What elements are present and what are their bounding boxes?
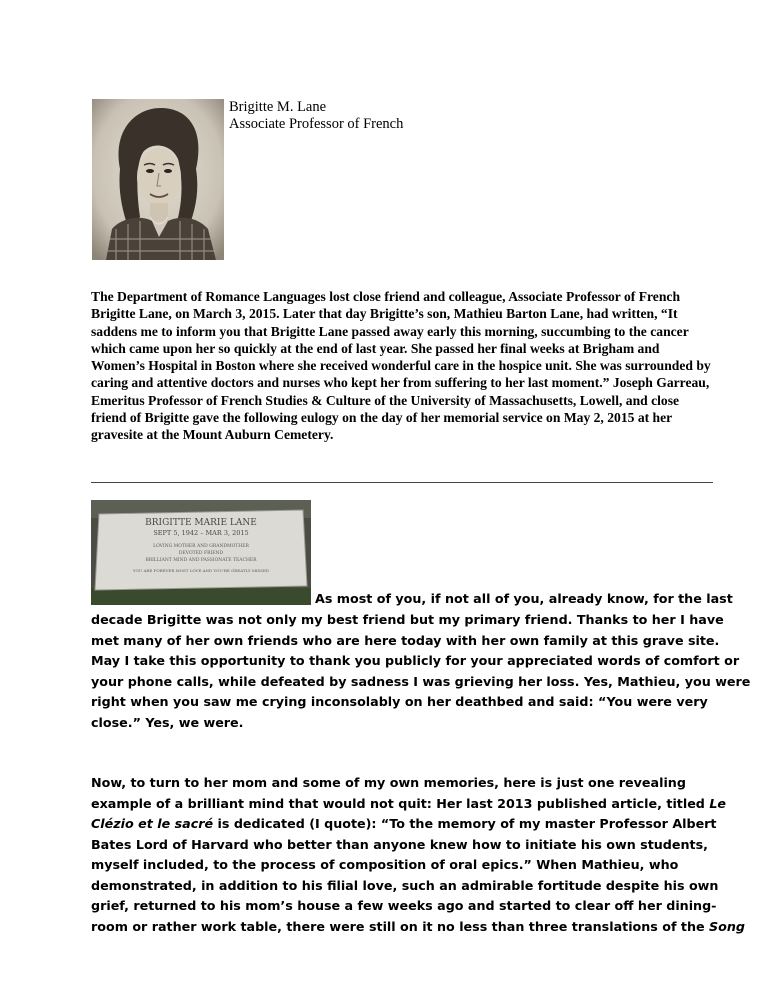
eulogy-line: close.” Yes, we were. (91, 714, 244, 730)
eulogy-line: decade Brigitte was not only my best friend but my primary friend. Thanks to her I have (91, 612, 724, 627)
eulogy-paragraph-1 (91, 610, 751, 733)
headstone-line-2: DEVOTED FRIEND (178, 551, 224, 556)
intro-paragraph: The Department of Romance Languages lost close friend and colleague, Associate Professor of French Brigitte Lane, on March 3, 2015. Later that day Brigitte’s son, Mathieu Barton Lane, had written, “It saddens me to inform you that Brigitte Lane passed away early this morning, succumbing to the cancer which came upon her so quickly at the end of last year. She passed her final weeks at Brigham and Women’s Hospital in Boston where she received wonderful care in the hospice unit. She was surrounded by caring and attentive doctors and nurses who kept her from suffering to her last moment.” Joseph Garreau, Emeritus Professor of French Studies & Culture of the University of Massachusetts, Lowell, and close friend of Brigitte gave the following eulogy on the day of her memorial service on May 2, 2015 at her gravesite at the Mount Auburn Cemetery. (91, 289, 711, 443)
portrait-photo (92, 99, 224, 260)
eulogy-line: demonstrated, in addition to his filial love, such an admirable fortitude despite his own (91, 877, 719, 893)
headstone-line-3: BRILLIANT MIND AND PASSIONATE TEACHER (145, 558, 257, 563)
section-divider (91, 482, 713, 483)
headstone-image (91, 500, 311, 605)
eulogy-line: grief, returned to his mom’s house a few weeks ago and started to clear off her dining- (91, 898, 717, 913)
eulogy-line: your phone calls, while defeated by sadness I was grieving her loss. Yes, Mathieu, you were (91, 673, 751, 689)
eulogy-text: is dedicated (I quote): “To the memory of my master Professor Albert (213, 816, 717, 831)
eulogy-line: Bates Lord of Harvard who better than anyone knew how to initiate his own students, (91, 836, 708, 852)
headstone-line-1: LOVING MOTHER AND GRANDMOTHER (153, 544, 249, 549)
headstone-name: BRIGITTE MARIE LANE (145, 518, 257, 528)
header-caption (229, 99, 403, 133)
headstone-dates: SEPT 5, 1942 – MAR 3, 2015 (153, 529, 249, 537)
eulogy-line: right when you saw me crying inconsolably on her deathbed and said: “You were very (91, 694, 708, 709)
eulogy-first-line: As most of you, if not all of you, already know, for the last (315, 591, 733, 606)
eulogy-line: myself included, to the process of composition of oral epics.” When Mathieu, who (91, 857, 679, 872)
person-name: Brigitte M. Lane (229, 99, 327, 115)
eulogy-text: room or rather work table, there were still on it no less than three translations of the (91, 918, 705, 934)
headstone-line-4: YOU ARE FOREVER MOST LOVE AND YOU'RE GREATLY MISSED (132, 568, 270, 573)
eulogy-paragraph-2 (91, 773, 746, 937)
article-title-part-2: Clézio et le sacré (91, 816, 214, 831)
eulogy-line (91, 917, 746, 938)
article-title-part-1: Le (709, 795, 727, 811)
eulogy-line (91, 814, 721, 835)
eulogy-line (91, 794, 727, 815)
portrait-image (92, 99, 224, 260)
headstone-photo (91, 500, 311, 605)
eulogy-line: Now, to turn to her mom and some of my own memories, here is just one revealing (91, 775, 686, 790)
eulogy-line: May I take this opportunity to thank you publicly for your appreciated words of comfort or (91, 653, 740, 668)
eulogy-line: met many of her own friends who are here today with her own family at this grave site. (91, 632, 720, 648)
work-title: Song (709, 918, 746, 934)
eulogy-text: example of a brilliant mind that would not quit: Her last 2013 published article, titled (91, 795, 705, 811)
person-title: Associate Professor of French (229, 116, 404, 132)
